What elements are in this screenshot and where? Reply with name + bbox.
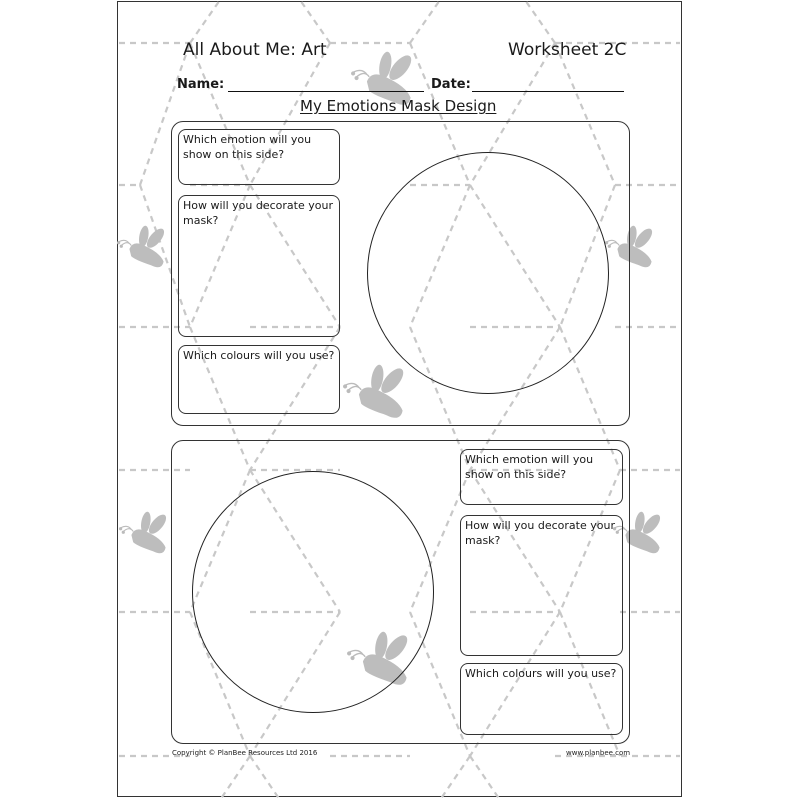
question-label: How will you decorate your mask? [183, 199, 333, 227]
bee-icon [117, 225, 167, 267]
emotion-question-box[interactable] [460, 449, 623, 505]
question-label: Which emotion will you show on this side? [465, 453, 594, 481]
worksheet-number: Worksheet 2C [508, 40, 627, 60]
worksheet-title: All About Me: Art [183, 40, 327, 60]
bee-icon [119, 511, 169, 553]
name-field-line[interactable] [228, 91, 424, 92]
date-label: Date: [431, 77, 471, 92]
emotion-question-box[interactable] [178, 129, 340, 185]
question-label: How will you decorate your mask? [465, 519, 615, 547]
copyright-text: Copyright © PlanBee Resources Ltd 2016 [172, 749, 318, 757]
name-label: Name: [177, 77, 225, 92]
mask-drawing-circle[interactable] [367, 152, 609, 394]
date-field-line[interactable] [472, 91, 624, 92]
decorate-question-box[interactable] [178, 195, 340, 337]
question-label: Which colours will you use? [465, 667, 617, 680]
colours-question-box[interactable] [460, 663, 623, 735]
colours-question-box[interactable] [178, 345, 340, 414]
question-label: Which emotion will you show on this side? [183, 133, 312, 161]
question-label: Which colours will you use? [183, 349, 335, 362]
website-link[interactable]: www.planbee.com [566, 749, 631, 757]
decorate-question-box[interactable] [460, 515, 623, 656]
section-title: My Emotions Mask Design [300, 97, 497, 115]
mask-drawing-circle[interactable] [192, 471, 434, 713]
